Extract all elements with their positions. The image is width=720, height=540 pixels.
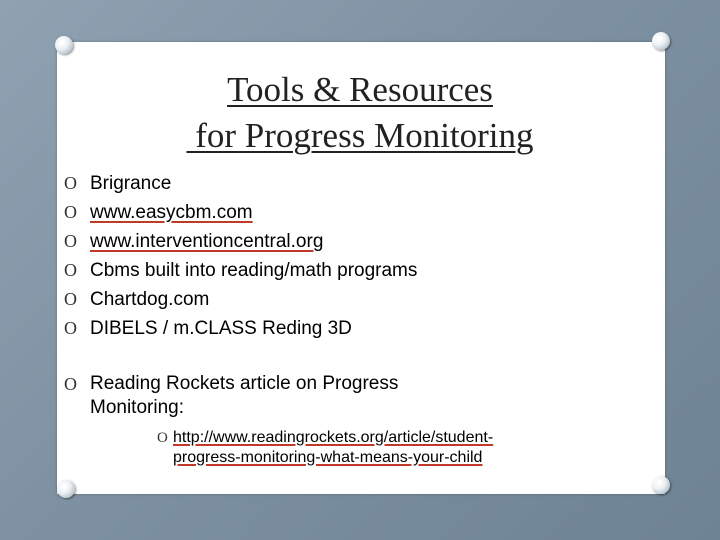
pushpin-icon <box>55 36 73 54</box>
resource-text: Cbms built into reading/math programs <box>90 260 418 281</box>
page-title <box>0 70 720 110</box>
title-line-1: Tools & Resources <box>227 70 493 109</box>
article-link-item <box>157 428 493 468</box>
article-item <box>64 372 398 420</box>
sub-bullet-marker: O <box>157 430 168 446</box>
list-item <box>64 169 417 198</box>
pushpin-icon <box>57 480 75 498</box>
bullet-marker: O <box>64 173 77 193</box>
bullet-marker: O <box>64 374 77 394</box>
page-title-line-2 <box>0 116 720 156</box>
article-line-1: Reading Rockets article on Progress <box>90 373 399 394</box>
bullet-marker: O <box>64 260 77 280</box>
easycbm-link[interactable]: www.easycbm.com <box>90 202 253 223</box>
list-item <box>64 198 417 227</box>
article-line-2: Monitoring: <box>90 397 184 418</box>
list-item <box>64 256 417 285</box>
bullet-marker: O <box>64 318 77 338</box>
bullet-marker: O <box>64 289 77 309</box>
readingrockets-link[interactable] <box>173 428 493 468</box>
bullet-marker: O <box>64 231 77 251</box>
title-line-2: for Progress Monitoring <box>186 116 534 155</box>
resource-list <box>64 169 417 343</box>
list-item <box>64 285 417 314</box>
list-item <box>64 227 417 256</box>
article-text <box>90 372 398 420</box>
resource-text: Brigrance <box>90 173 172 194</box>
link-line-2[interactable]: progress-monitoring-what-means-your-child <box>173 449 483 466</box>
pushpin-icon <box>652 32 670 50</box>
bullet-marker: O <box>64 202 77 222</box>
pushpin-icon <box>652 476 670 494</box>
resource-text: DIBELS / m.CLASS Reding 3D <box>90 318 352 339</box>
resource-text: Chartdog.com <box>90 289 210 310</box>
list-item <box>64 314 417 343</box>
link-line-1[interactable]: http://www.readingrockets.org/article/student- <box>173 429 494 446</box>
interventioncentral-link[interactable]: www.interventioncentral.org <box>90 231 324 252</box>
